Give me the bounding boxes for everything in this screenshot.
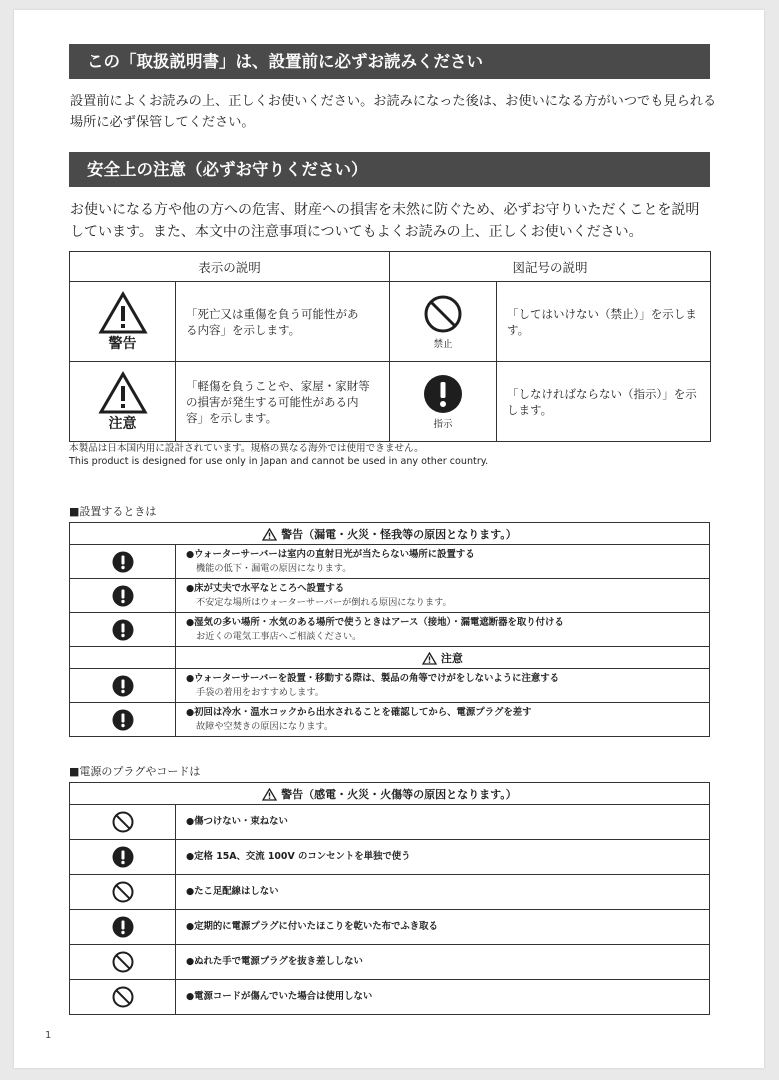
table-row (70, 945, 710, 980)
install-warning-header (70, 523, 710, 545)
safety-line-2: しています。また、本文中の注意事項についてもよくお読みの上、正しくお使いください。 (70, 224, 643, 240)
table-row (70, 805, 710, 840)
warning-desc-line: 「死亡又は重傷を負う可能性があ (186, 306, 359, 321)
table-row (70, 703, 710, 737)
caution-desc-line: の損害が発生する可能性がある内 (186, 394, 359, 409)
table-row (70, 613, 710, 647)
install-caution-header (176, 647, 710, 669)
safety-paragraph (70, 199, 720, 243)
caution-desc-line: 「軽傷を負うことや、家屋・家財等 (186, 378, 370, 393)
domestic-use-notice (69, 442, 488, 468)
row-main-text: ●定期的に電源プラグに付いたほこりを乾いた布でふき取る (186, 921, 438, 932)
power-warning-header (70, 783, 710, 805)
instruction-icon (423, 374, 463, 414)
instruction-icon (112, 585, 134, 607)
warning-triangle-icon (98, 291, 148, 335)
prohibit-icon (112, 881, 134, 903)
warning-desc-line: る内容」を示します。 (186, 322, 301, 337)
instruct-symbol-cell (390, 362, 497, 442)
intro-line-2: 場所に必ず保管してください。 (70, 115, 255, 130)
instruction-icon (112, 846, 134, 868)
row-sub-text: 手袋の着用をおすすめします。 (196, 686, 324, 698)
power-table (69, 782, 710, 1015)
prohibit-label: 禁止 (433, 338, 453, 350)
install-caution-header-text: 注意 (440, 651, 463, 665)
section-title-read-before-install: この「取扱説明書」は、設置前に必ずお読みください (69, 44, 710, 79)
install-section-title: ■設置するときは (69, 505, 157, 518)
page-number: 1 (45, 1030, 52, 1041)
intro-paragraph (70, 91, 720, 133)
instruction-icon (112, 551, 134, 573)
row-main-text: ●傷つけない・束ねない (186, 816, 288, 827)
instruction-icon (112, 619, 134, 641)
notice-jp: 本製品は日本国内用に設計されています。規格の異なる海外では使用できません。 (69, 443, 424, 454)
row-main-text: ●電源コードが傷んでいた場合は使用しない (186, 991, 373, 1002)
legend-header-symbols: 図記号の説明 (390, 252, 711, 282)
prohibit-icon (112, 951, 134, 973)
warning-symbol-cell (70, 282, 176, 362)
row-main-text: ●床が丈夫で水平なところへ設置する (186, 582, 345, 594)
row-sub-text: お近くの電気工事店へご相談ください。 (196, 630, 362, 642)
safety-line-1: お使いになる方や他の方への危害、財産への損害を未然に防ぐため、必ずお守りいただくことを説明 (70, 202, 700, 218)
table-row (70, 840, 710, 875)
table-row (70, 980, 710, 1015)
instruction-icon (112, 675, 134, 697)
warning-triangle-icon (262, 528, 277, 541)
row-main-text: ●定格 15A、交流 100V のコンセントを単独で使う (186, 851, 411, 862)
legend-header-display: 表示の説明 (70, 252, 390, 282)
intro-line-1: 設置前によくお読みの上、正しくお使いください。お読みになった後は、お使いになる方がいつでも見られる (70, 94, 717, 109)
prohibit-symbol-cell (390, 282, 497, 362)
power-warning-header-text: 警告（感電・火災・火傷等の原因となります。） (281, 787, 517, 801)
table-row (70, 910, 710, 945)
prohibit-icon (423, 294, 463, 334)
power-section-title: ■電源のプラグやコードは (69, 765, 201, 778)
notice-en: This product is designed for use only in Japan and cannot be used in any other country. (69, 456, 489, 467)
table-row (70, 579, 710, 613)
install-warning-header-text: 警告（漏電・火災・怪我等の原因となります。） (281, 527, 517, 541)
table-row (70, 669, 710, 703)
prohibit-description: 「してはいけない（禁止）」を示します。 (497, 282, 711, 362)
warning-description (176, 282, 390, 362)
warning-label: 警告 (108, 335, 137, 352)
row-main-text: ●ウォーターサーバーを設置・移動する際は、製品の角等でけがをしないように注意する (186, 672, 559, 684)
row-sub-text: 故障や空焚きの原因になります。 (196, 720, 334, 732)
instruction-icon (112, 709, 134, 731)
warning-triangle-icon (262, 788, 277, 801)
row-sub-text: 機能の低下・漏電の原因になります。 (196, 562, 352, 574)
caution-description (176, 362, 390, 442)
instruct-description: 「しなければならない（指示）」を示します。 (497, 362, 711, 442)
legend-table (69, 251, 711, 442)
caution-desc-line: 容」を示します。 (186, 410, 278, 425)
caution-symbol-cell (70, 362, 176, 442)
prohibit-icon (112, 811, 134, 833)
caution-triangle-icon (98, 371, 148, 415)
table-row (70, 875, 710, 910)
prohibit-icon (112, 986, 134, 1008)
row-main-text: ●ぬれた手で電源プラグを抜き差ししない (186, 956, 363, 967)
caution-label: 注意 (108, 415, 137, 432)
instruct-label: 指示 (433, 418, 453, 430)
row-main-text: ●たこ足配線はしない (186, 886, 279, 897)
section-title-safety: 安全上の注意（必ずお守りください） (69, 152, 710, 187)
row-main-text: ●初回は冷水・温水コックから出水されることを確認してから、電源プラグを差す (186, 706, 532, 718)
table-row (70, 545, 710, 579)
row-main-text: ●ウォーターサーバーは室内の直射日光が当たらない場所に設置する (186, 548, 475, 560)
row-sub-text: 不安定な場所はウォーターサーバーが倒れる原因になります。 (196, 596, 452, 608)
install-table (69, 522, 710, 737)
manual-page (14, 10, 764, 1068)
row-main-text: ●湿気の多い場所・水気のある場所で使うときはアース（接地）・漏電遮断器を取り付ける (186, 616, 564, 628)
instruction-icon (112, 916, 134, 938)
caution-triangle-icon (422, 652, 437, 665)
